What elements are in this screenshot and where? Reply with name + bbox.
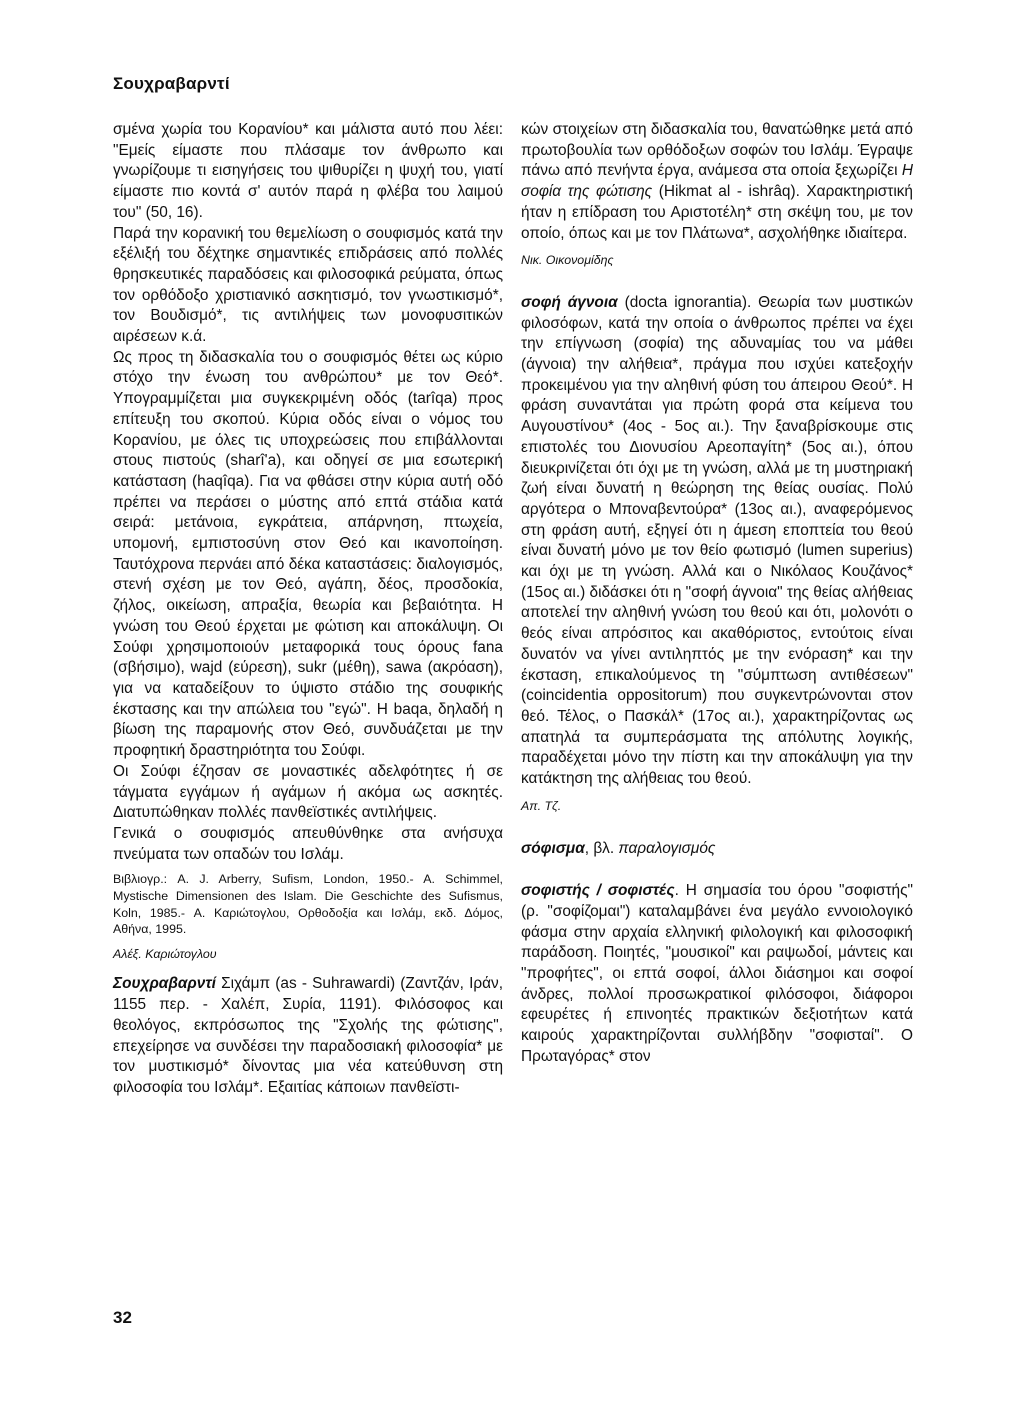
entry-text: . Η σημασία του όρου "σοφιστής" (ρ. "σοφίζομαι") καταλαμβάνει ένα μεγάλο εννοιολογικό φάσμα στην αρχαία ελληνική φιλολογική και φιλοσοφική παράδοση. Ποιητές, "μουσικοί" και ραψωδοί, μάντεις και "προφήτες", οι επτά σοφοί, άλλοι διάσημοι και σοφοί άνδρες, πολλοί προσωκρατικοί φιλόσοφοι, διάφοροι εφευρέτες ή επινοητές πρακτικών δεξιοτήτων κατά καιρούς χαρακτηρίζονται συλλήβδην "σοφισταί". Ο Πρωταγόρας* στον	[521, 882, 913, 1065]
author-signature: Απ. Τζ.	[521, 798, 562, 813]
bibliography: Βιβλιογρ.: A. J. Arberry, Sufism, London, 1950.- A. Schimmel, Mystische Dimensionen des Islam. Die Geschichte des Sufismus, Koln, 1985.- Α. Καριώτογλου, Ορθοδοξία και Ισλάμ, εκδ. Δόμος, Αθήνα, 1995.	[113, 872, 503, 937]
author-signature: Νικ. Οικονομίδης	[521, 253, 614, 268]
running-head: Σουχραβαρντί	[113, 74, 230, 93]
entry-headword: σόφισμα	[521, 839, 585, 857]
entry-text: (docta ignorantia). Θεωρία των μυστικών φιλοσόφων, κατά την οποία ο άνθρωπος πρέπει να έχει την επίγνωση (σοφία) της αδυναμίας του να μάθει (άγνοια) την αλήθεια*, πράγμα που ισχύει κατεξοχήν προκειμένου για την αληθινή φύση του άπειρου Θεού*. Η φράση συναντάται για πρώτη φορά στα κείμενα του Αυγουστίνου* (4ος - 5ος αι.). Την ξαναβρίσκουμε στις επιστολές του Διονυσίου Αρεοπαγίτη* (5ος αι.), όπου διευκρινίζεται ότι όχι με τη γνώση, αλλά με τη μυστηριακή ζωή είναι δυνατή η θεώρηση της θείας ουσίας. Πολύ αργότερα ο Μποναβεντούρα* (13ος αι.), αναφερόμενος στη φράση αυτή, εξηγεί ότι η άμεση εποπτεία του θεού είναι δυνατή μόνο με τον θείο φωτισμό (lumen superius) και όχι με τη γνώση. Αλλά και ο Νικόλαος Κουζάνος* (15ος αι.) διδάσκει ότι η "σοφή άγνοια" της θείας αλήθειας αποτελεί την αληθινή γνώση του θεού και ότι, μολονότι ο θεός είναι απρόσιτος και ακαθόριστος, εντούτοις είναι δυνατόν να γίνει αντιληπτός με την ενόραση* και την έκσταση, επικαλούμενος τη "σύμπτωση αντιθέσεων" (coincidentia oppositorum) που συγκεντρώνονται στον θεό. Τέλος, ο Πασκάλ* (17ος αι.), χαρακτηρίζοντας ως απατηλά τα συμπεράσματα της απόλυτης λογικής, παραδέχεται μόνο την πίστη και την αποκάλυψη για την κατάκτηση της αλήθειας του θεού.	[521, 293, 913, 788]
right-column	[521, 120, 913, 1068]
paragraph: Οι Σούφι έζησαν σε μοναστικές αδελφότητες ή σε τάγματα εγγάμων ή αγάμων ή ακόμα ως ασκητές. Διατυπώθηκαν πολλές πανθεϊστικές αντιλήψεις.	[113, 762, 503, 822]
text: (Hikmat al - ishrâq). Χαρακτηριστική ήταν η επίδραση του Αριστοτέλη* στη σκέψη του, με τον οποίο, όπως και με τον Πλάτωνα*, ασχολήθηκε ιδιαίτερα.	[521, 183, 913, 242]
text: κών στοιχείων στη διδασκαλία του, θανατώθηκε μετά από πρωτοβουλία των ορθόδοξων σοφών του Ισλάμ. Έγραψε πάνω από πενήντα έργα, ανάμεσα στα οποία ξεχωρίζει	[521, 121, 913, 180]
author-signature: Αλέξ. Καριώτογλου	[113, 946, 217, 961]
cross-reference: παραλογισμός	[618, 839, 716, 857]
entry-text: Σιχάμπ (as - Suhrawardi) (Ζαντζάν, Ιράν, 1155 περ. - Χαλέπ, Συρία, 1191). Φιλόσοφος και θεολόγος, εκπρόσωπος της "Σχολής της φώτισης", επεχείρησε να συνδέσει την παραδοσιακή φιλοσοφία* με τον μυστικισμό* δίνοντας μια νέα κατεύθυνση στη φιλοσοφία του Ισλάμ*. Εξαιτίας κάποιων πανθεϊστι-	[113, 975, 503, 1096]
entry-docta-ignorantia	[521, 293, 913, 790]
entry-text: , βλ.	[584, 839, 619, 857]
paragraph: Παρά την κορανική του θεμελίωση ο σουφισμός κατά την εξέλιξή του δέχτηκε σημαντικές επιδράσεις από πολλές θρησκευτικές παραδόσεις και φιλοσοφικά ρεύματα, όπως τον ορθόδοξο χριστιανικό ασκητισμό, τον γνωστικισμό*, τον Βουδισμό*, τις αντιλήψεις των μονοφυσιτικών αιρέσεων κ.ά.	[113, 224, 503, 346]
page-number: 32	[113, 1308, 132, 1327]
entry-headword: σοφή άγνοια	[521, 293, 618, 311]
paragraph: Ως προς τη διδασκαλία του ο σουφισμός θέτει ως κύριο στόχο την ένωση του ανθρώπου* με τον Θεό*. Υπογραμμίζεται μια συγκεκριμένη οδός (tarîqa) προς επίτευξη του σκοπού. Κύρια οδός είναι ο νόμος του Κορανίου, με όλες τις υποχρεώσεις που επιβάλλονται στους πιστούς (sharî'a), και οδηγεί σε μια εσωτερική κατάσταση (haqîqa). Για να φθάσει στην κύρια αυτή οδό πρέπει να περάσει ο μύστης από επτά στάδια κατά σειρά: μετάνοια, εγκράτεια, απάρνηση, πτωχεία, υπομονή, εμπιστοσύνη στον Θεό και ικανοποίηση. Ταυτόχρονα περνάει από δέκα καταστάσεις: διαλογισμός, στενή σχέση με τον Θεό, αγάπη, δέος, προσδοκία, ζήλος, οικείωση, απραξία, θεωρία και βεβαιότητα. Η γνώση του Θεού έρχεται με φώτιση και αποκάλυψη. Οι Σούφι χρησιμοποιούν μεταφορικά τους όρους fana (σβήσιμο), wajd (εύρεση), sukr (μέθη), sawa (ακρόαση), για να καταδείξουν το ύψιστο στάδιο της σουφικής έκστασης και την απώλεια του "εγώ". Η baqa, δηλαδή η βίωση της παραμονής στον Θεό, συνδυάζεται με την προφητική δραστηριότητα του Σούφι.	[113, 348, 503, 760]
paragraph	[521, 120, 913, 244]
entry-suhrawardi	[113, 974, 503, 1098]
entry-sofisma	[521, 839, 913, 860]
work-title: Η σοφία της φώτισης	[521, 162, 913, 201]
paragraph: Γενικά ο σουφισμός απευθύνθηκε στα ανήσυχα πνεύματα των οπαδών του Ισλάμ.	[113, 824, 503, 863]
entry-headword: Σουχραβαρντί	[113, 975, 216, 993]
entry-sofistis	[521, 881, 913, 1067]
entry-headword: σοφιστής / σοφιστές	[521, 882, 675, 900]
left-column	[113, 120, 503, 1099]
paragraph: σμένα χωρία του Κορανίου* και μάλιστα αυτό που λέει: "Εμείς είμαστε που πλάσαμε τον άνθρωπο και γνωρίζουμε τι εισηγήσεις του ψιθυρίζει η ψυχή του, γιατί είμαστε πιο κοντά σ' αυτόν παρά η φλέβα του λαιμού του" (50, 16).	[113, 121, 503, 221]
